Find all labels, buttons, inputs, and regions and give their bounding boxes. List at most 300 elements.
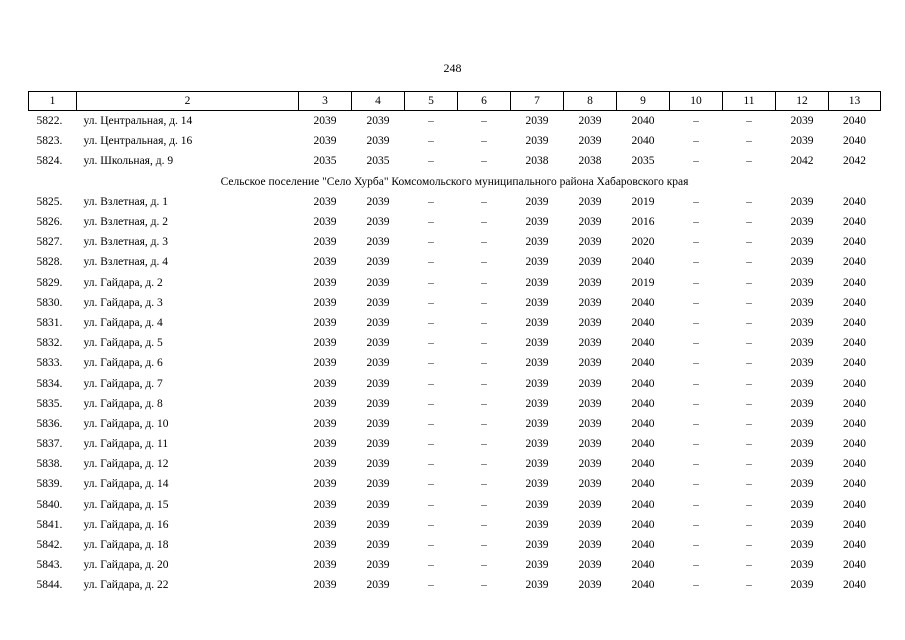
year-cell-col-12: 2039 [790,236,814,249]
table-row [29,111,881,132]
year-cell-col-7: 2039 [525,135,549,148]
year-cell-col-9: 2019 [631,276,655,289]
row-number-cell: 5840. [36,498,63,511]
year-cell-col-10: – [693,397,699,410]
row-number-cell: 5844. [36,579,63,592]
year-cell-col-4: 2039 [366,397,390,410]
year-cell-col-12: 2039 [790,539,814,552]
year-cell-col-6: – [481,296,487,309]
year-cell-col-6: – [481,438,487,451]
year-cell-col-11: – [746,256,752,269]
year-cell-col-10: – [693,296,699,309]
table-row [29,575,881,595]
year-cell-col-12: 2039 [790,135,814,148]
year-cell-col-7: 2039 [525,397,549,410]
row-number-cell: 5829. [36,276,63,289]
column-header-1: 1 [29,92,77,111]
year-cell-col-10: – [693,458,699,471]
year-cell-col-7: 2039 [525,195,549,208]
year-cell-col-4: 2039 [366,236,390,249]
year-cell-col-5: – [428,397,434,410]
row-number-cell: 5830. [36,296,63,309]
year-cell-col-6: – [481,417,487,430]
row-number-cell: 5843. [36,559,63,572]
year-cell-col-13: 2040 [843,458,866,471]
row-number-cell: 5836. [36,417,63,430]
year-cell-col-6: – [481,518,487,531]
year-cell-col-4: 2039 [366,478,390,491]
year-cell-col-3: 2039 [313,276,337,289]
row-number-cell: 5823. [36,135,63,148]
year-cell-col-8: 2039 [578,478,602,491]
column-header-7: 7 [511,92,564,111]
year-cell-col-12: 2039 [790,337,814,350]
column-header-6: 6 [458,92,511,111]
year-cell-col-13: 2040 [843,276,866,289]
year-cell-col-5: – [428,256,434,269]
year-cell-col-4: 2039 [366,195,390,208]
row-number-cell: 5835. [36,397,63,410]
year-cell-col-9: 2040 [631,316,655,329]
year-cell-col-3: 2039 [313,236,337,249]
year-cell-col-8: 2039 [578,135,602,148]
year-cell-col-3: 2039 [313,135,337,148]
year-cell-col-5: – [428,195,434,208]
address-cell: ул. Центральная, д. 16 [83,135,193,148]
year-cell-col-12: 2039 [790,417,814,430]
table-row [29,373,881,393]
column-header-9: 9 [617,92,670,111]
year-cell-col-13: 2040 [843,195,866,208]
year-cell-col-13: 2040 [843,478,866,491]
table-body [29,111,881,596]
year-cell-col-6: – [481,559,487,572]
row-number-cell: 5834. [36,377,63,390]
year-cell-col-7: 2039 [525,296,549,309]
year-cell-col-8: 2039 [578,518,602,531]
year-cell-col-4: 2039 [366,417,390,430]
year-cell-col-13: 2040 [843,296,866,309]
year-cell-col-11: – [746,236,752,249]
year-cell-col-8: 2039 [578,195,602,208]
year-cell-col-11: – [746,478,752,491]
year-cell-col-12: 2042 [790,155,814,168]
year-cell-col-8: 2039 [578,458,602,471]
year-cell-col-3: 2039 [313,115,337,128]
year-cell-col-4: 2039 [366,539,390,552]
year-cell-col-10: – [693,256,699,269]
year-cell-col-4: 2039 [366,115,390,128]
year-cell-col-6: – [481,579,487,592]
row-number-cell: 5832. [36,337,63,350]
year-cell-col-8: 2039 [578,539,602,552]
column-header-12: 12 [776,92,829,111]
section-heading: Сельское поселение "Село Хурба" Комсомольского муниципального района Хабаровского края [220,175,689,188]
column-header-11: 11 [723,92,776,111]
year-cell-col-13: 2040 [843,539,866,552]
row-number-cell: 5828. [36,256,63,269]
address-cell: ул. Гайдара, д. 8 [83,397,163,410]
year-cell-col-7: 2039 [525,498,549,511]
year-cell-col-10: – [693,276,699,289]
year-cell-col-9: 2040 [631,296,655,309]
year-cell-col-6: – [481,539,487,552]
year-cell-col-11: – [746,357,752,370]
year-cell-col-6: – [481,337,487,350]
year-cell-col-6: – [481,458,487,471]
year-cell-col-9: 2040 [631,417,655,430]
year-cell-col-7: 2039 [525,236,549,249]
year-cell-col-8: 2039 [578,559,602,572]
table-row [29,454,881,474]
row-number-cell: 5833. [36,357,63,370]
year-cell-col-7: 2038 [525,155,549,168]
year-cell-col-10: – [693,539,699,552]
column-header-3: 3 [299,92,352,111]
year-cell-col-3: 2039 [313,316,337,329]
address-cell: ул. Гайдара, д. 5 [83,337,163,350]
year-cell-col-5: – [428,438,434,451]
year-cell-col-9: 2016 [631,216,655,229]
column-header-13: 13 [829,92,881,111]
address-cell: ул. Гайдара, д. 6 [83,357,163,370]
column-header-2: 2 [77,92,299,111]
year-cell-col-6: – [481,216,487,229]
table-row [29,313,881,333]
address-cell: ул. Взлетная, д. 2 [83,216,168,229]
year-cell-col-8: 2039 [578,357,602,370]
year-cell-col-9: 2040 [631,559,655,572]
year-cell-col-10: – [693,135,699,148]
year-cell-col-5: – [428,579,434,592]
address-cell: ул. Гайдара, д. 22 [83,579,169,592]
year-cell-col-7: 2039 [525,357,549,370]
year-cell-col-10: – [693,357,699,370]
year-cell-col-11: – [746,397,752,410]
address-cell: ул. Взлетная, д. 3 [83,236,168,249]
year-cell-col-11: – [746,276,752,289]
year-cell-col-10: – [693,478,699,491]
year-cell-col-5: – [428,296,434,309]
year-cell-col-13: 2040 [843,377,866,390]
year-cell-col-10: – [693,337,699,350]
year-cell-col-4: 2039 [366,518,390,531]
year-cell-col-8: 2039 [578,316,602,329]
year-cell-col-4: 2039 [366,256,390,269]
year-cell-col-10: – [693,559,699,572]
year-cell-col-7: 2039 [525,216,549,229]
address-cell: ул. Взлетная, д. 1 [83,195,168,208]
year-cell-col-6: – [481,498,487,511]
year-cell-col-12: 2039 [790,276,814,289]
year-cell-col-9: 2040 [631,397,655,410]
table-row [29,515,881,535]
year-cell-col-6: – [481,357,487,370]
year-cell-col-8: 2039 [578,115,602,128]
year-cell-col-5: – [428,135,434,148]
year-cell-col-7: 2039 [525,518,549,531]
year-cell-col-9: 2040 [631,478,655,491]
year-cell-col-4: 2039 [366,316,390,329]
year-cell-col-10: – [693,195,699,208]
year-cell-col-8: 2039 [578,397,602,410]
year-cell-col-11: – [746,458,752,471]
year-cell-col-9: 2040 [631,498,655,511]
year-cell-col-7: 2039 [525,539,549,552]
year-cell-col-10: – [693,579,699,592]
year-cell-col-5: – [428,236,434,249]
year-cell-col-3: 2039 [313,478,337,491]
year-cell-col-3: 2039 [313,337,337,350]
column-header-10: 10 [670,92,723,111]
year-cell-col-4: 2039 [366,276,390,289]
year-cell-col-7: 2039 [525,579,549,592]
year-cell-col-5: – [428,518,434,531]
year-cell-col-12: 2039 [790,498,814,511]
row-number-cell: 5839. [36,478,63,491]
year-cell-col-5: – [428,216,434,229]
column-header-5: 5 [405,92,458,111]
table-row [29,232,881,252]
year-cell-col-8: 2039 [578,498,602,511]
year-cell-col-9: 2040 [631,518,655,531]
year-cell-col-12: 2039 [790,216,814,229]
year-cell-col-13: 2040 [843,438,866,451]
table-row [29,131,881,151]
year-cell-col-12: 2039 [790,377,814,390]
year-cell-col-7: 2039 [525,458,549,471]
year-cell-col-4: 2039 [366,377,390,390]
year-cell-col-10: – [693,377,699,390]
year-cell-col-5: – [428,458,434,471]
year-cell-col-9: 2040 [631,115,655,128]
address-cell: ул. Гайдара, д. 7 [83,377,163,390]
table-row [29,414,881,434]
year-cell-col-11: – [746,518,752,531]
address-cell: ул. Гайдара, д. 18 [83,539,169,552]
year-cell-col-9: 2040 [631,458,655,471]
year-cell-col-5: – [428,316,434,329]
year-cell-col-4: 2039 [366,296,390,309]
year-cell-col-11: – [746,337,752,350]
address-cell: ул. Взлетная, д. 4 [83,256,168,269]
year-cell-col-5: – [428,337,434,350]
year-cell-col-13: 2040 [843,236,866,249]
year-cell-col-13: 2040 [843,316,866,329]
column-header-8: 8 [564,92,617,111]
year-cell-col-6: – [481,155,487,168]
year-cell-col-5: – [428,357,434,370]
year-cell-col-10: – [693,155,699,168]
year-cell-col-12: 2039 [790,458,814,471]
table-row [29,495,881,515]
year-cell-col-11: – [746,115,752,128]
year-cell-col-3: 2035 [313,155,337,168]
year-cell-col-5: – [428,559,434,572]
year-cell-col-7: 2039 [525,559,549,572]
address-cell: ул. Гайдара, д. 14 [83,478,169,491]
year-cell-col-6: – [481,377,487,390]
year-cell-col-12: 2039 [790,115,814,128]
year-cell-col-9: 2040 [631,438,655,451]
year-cell-col-9: 2040 [631,579,655,592]
table-row [29,252,881,272]
year-cell-col-12: 2039 [790,478,814,491]
address-cell: ул. Гайдара, д. 10 [83,417,169,430]
year-cell-col-12: 2039 [790,518,814,531]
table-row [29,394,881,414]
address-cell: ул. Центральная, д. 14 [83,115,193,128]
year-cell-col-3: 2039 [313,518,337,531]
year-cell-col-6: – [481,397,487,410]
year-cell-col-13: 2042 [843,155,866,168]
year-cell-col-4: 2039 [366,579,390,592]
year-cell-col-13: 2040 [843,518,866,531]
address-cell: ул. Гайдара, д. 11 [83,438,169,451]
year-cell-col-13: 2040 [843,498,866,511]
year-cell-col-10: – [693,438,699,451]
year-cell-col-10: – [693,236,699,249]
year-cell-col-13: 2040 [843,357,866,370]
year-cell-col-9: 2019 [631,195,655,208]
year-cell-col-3: 2039 [313,256,337,269]
year-cell-col-7: 2039 [525,478,549,491]
year-cell-col-11: – [746,559,752,572]
section-heading-row [29,172,881,192]
year-cell-col-10: – [693,115,699,128]
year-cell-col-13: 2040 [843,397,866,410]
year-cell-col-5: – [428,115,434,128]
year-cell-col-3: 2039 [313,417,337,430]
year-cell-col-3: 2039 [313,377,337,390]
row-number-cell: 5825. [36,195,63,208]
row-number-cell: 5822. [36,115,63,128]
year-cell-col-3: 2039 [313,579,337,592]
table-row [29,151,881,171]
address-cell: ул. Гайдара, д. 15 [83,498,169,511]
year-cell-col-12: 2039 [790,438,814,451]
row-number-cell: 5842. [36,539,63,552]
year-cell-col-9: 2040 [631,135,655,148]
year-cell-col-8: 2038 [578,155,602,168]
year-cell-col-9: 2040 [631,539,655,552]
year-cell-col-8: 2039 [578,337,602,350]
year-cell-col-3: 2039 [313,498,337,511]
row-number-cell: 5837. [36,438,63,451]
year-cell-col-8: 2039 [578,579,602,592]
year-cell-col-9: 2040 [631,357,655,370]
year-cell-col-6: – [481,135,487,148]
table-row [29,293,881,313]
year-cell-col-12: 2039 [790,195,814,208]
year-cell-col-8: 2039 [578,236,602,249]
year-cell-col-13: 2040 [843,417,866,430]
year-cell-col-9: 2040 [631,377,655,390]
address-cell: ул. Гайдара, д. 12 [83,458,169,471]
year-cell-col-11: – [746,216,752,229]
year-cell-col-13: 2040 [843,559,866,572]
year-cell-col-11: – [746,296,752,309]
year-cell-col-8: 2039 [578,417,602,430]
year-cell-col-7: 2039 [525,316,549,329]
year-cell-col-9: 2035 [631,155,655,168]
year-cell-col-3: 2039 [313,559,337,572]
year-cell-col-11: – [746,438,752,451]
year-cell-col-13: 2040 [843,216,866,229]
year-cell-col-11: – [746,498,752,511]
row-number-cell: 5824. [36,155,63,168]
year-cell-col-13: 2040 [843,115,866,128]
year-cell-col-3: 2039 [313,357,337,370]
year-cell-col-11: – [746,135,752,148]
year-cell-col-13: 2040 [843,256,866,269]
year-cell-col-7: 2039 [525,337,549,350]
year-cell-col-4: 2039 [366,438,390,451]
table-row [29,535,881,555]
table-row [29,192,881,212]
year-cell-col-11: – [746,195,752,208]
year-cell-col-5: – [428,478,434,491]
year-cell-col-6: – [481,478,487,491]
address-cell: ул. Гайдара, д. 16 [83,518,169,531]
year-cell-col-8: 2039 [578,296,602,309]
housing-register-table [28,91,881,596]
address-cell: ул. Гайдара, д. 4 [83,316,163,329]
year-cell-col-11: – [746,417,752,430]
year-cell-col-12: 2039 [790,397,814,410]
year-cell-col-12: 2039 [790,357,814,370]
year-cell-col-7: 2039 [525,417,549,430]
year-cell-col-9: 2040 [631,256,655,269]
year-cell-col-13: 2040 [843,337,866,350]
year-cell-col-12: 2039 [790,559,814,572]
table-row [29,333,881,353]
table-row [29,212,881,232]
year-cell-col-3: 2039 [313,195,337,208]
year-cell-col-3: 2039 [313,397,337,410]
column-number-header-row [29,92,881,111]
year-cell-col-4: 2039 [366,337,390,350]
year-cell-col-13: 2040 [843,135,866,148]
year-cell-col-3: 2039 [313,438,337,451]
table-row [29,434,881,454]
year-cell-col-5: – [428,539,434,552]
year-cell-col-3: 2039 [313,296,337,309]
year-cell-col-12: 2039 [790,579,814,592]
table-row [29,273,881,293]
year-cell-col-12: 2039 [790,256,814,269]
year-cell-col-8: 2039 [578,276,602,289]
year-cell-col-6: – [481,195,487,208]
year-cell-col-6: – [481,316,487,329]
address-cell: ул. Гайдара, д. 3 [83,296,163,309]
page-number: 248 [443,61,462,75]
year-cell-col-8: 2039 [578,377,602,390]
year-cell-col-8: 2039 [578,438,602,451]
year-cell-col-7: 2039 [525,256,549,269]
address-cell: ул. Школьная, д. 9 [83,155,174,168]
year-cell-col-5: – [428,276,434,289]
year-cell-col-5: – [428,498,434,511]
year-cell-col-4: 2039 [366,216,390,229]
year-cell-col-9: 2040 [631,337,655,350]
year-cell-col-11: – [746,155,752,168]
year-cell-col-8: 2039 [578,216,602,229]
year-cell-col-7: 2039 [525,377,549,390]
year-cell-col-6: – [481,236,487,249]
year-cell-col-7: 2039 [525,438,549,451]
year-cell-col-3: 2039 [313,539,337,552]
